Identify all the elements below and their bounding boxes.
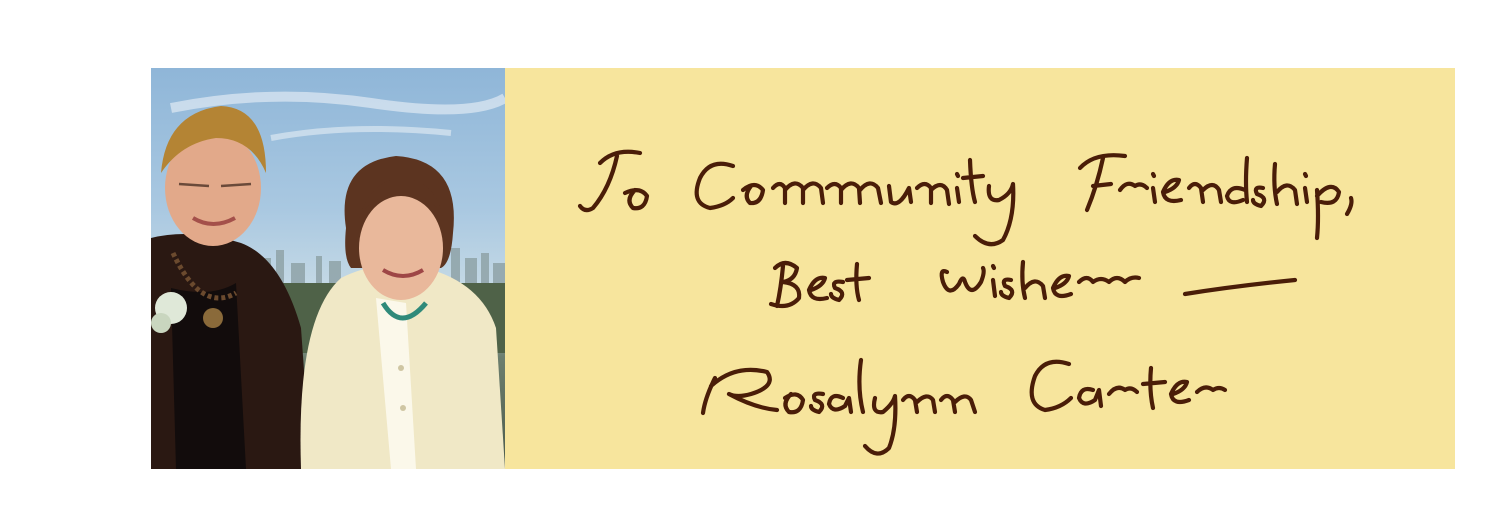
- signed-photo-banner: [151, 68, 1455, 469]
- handwriting-line-3: [703, 360, 1225, 454]
- handwriting-line-2: [771, 262, 1295, 306]
- handwriting-ink: [505, 68, 1455, 469]
- handwritten-note: [505, 68, 1455, 469]
- two-women-portrait: [151, 68, 505, 469]
- handwriting-line-1: [580, 152, 1352, 244]
- portrait-photo: [151, 68, 505, 469]
